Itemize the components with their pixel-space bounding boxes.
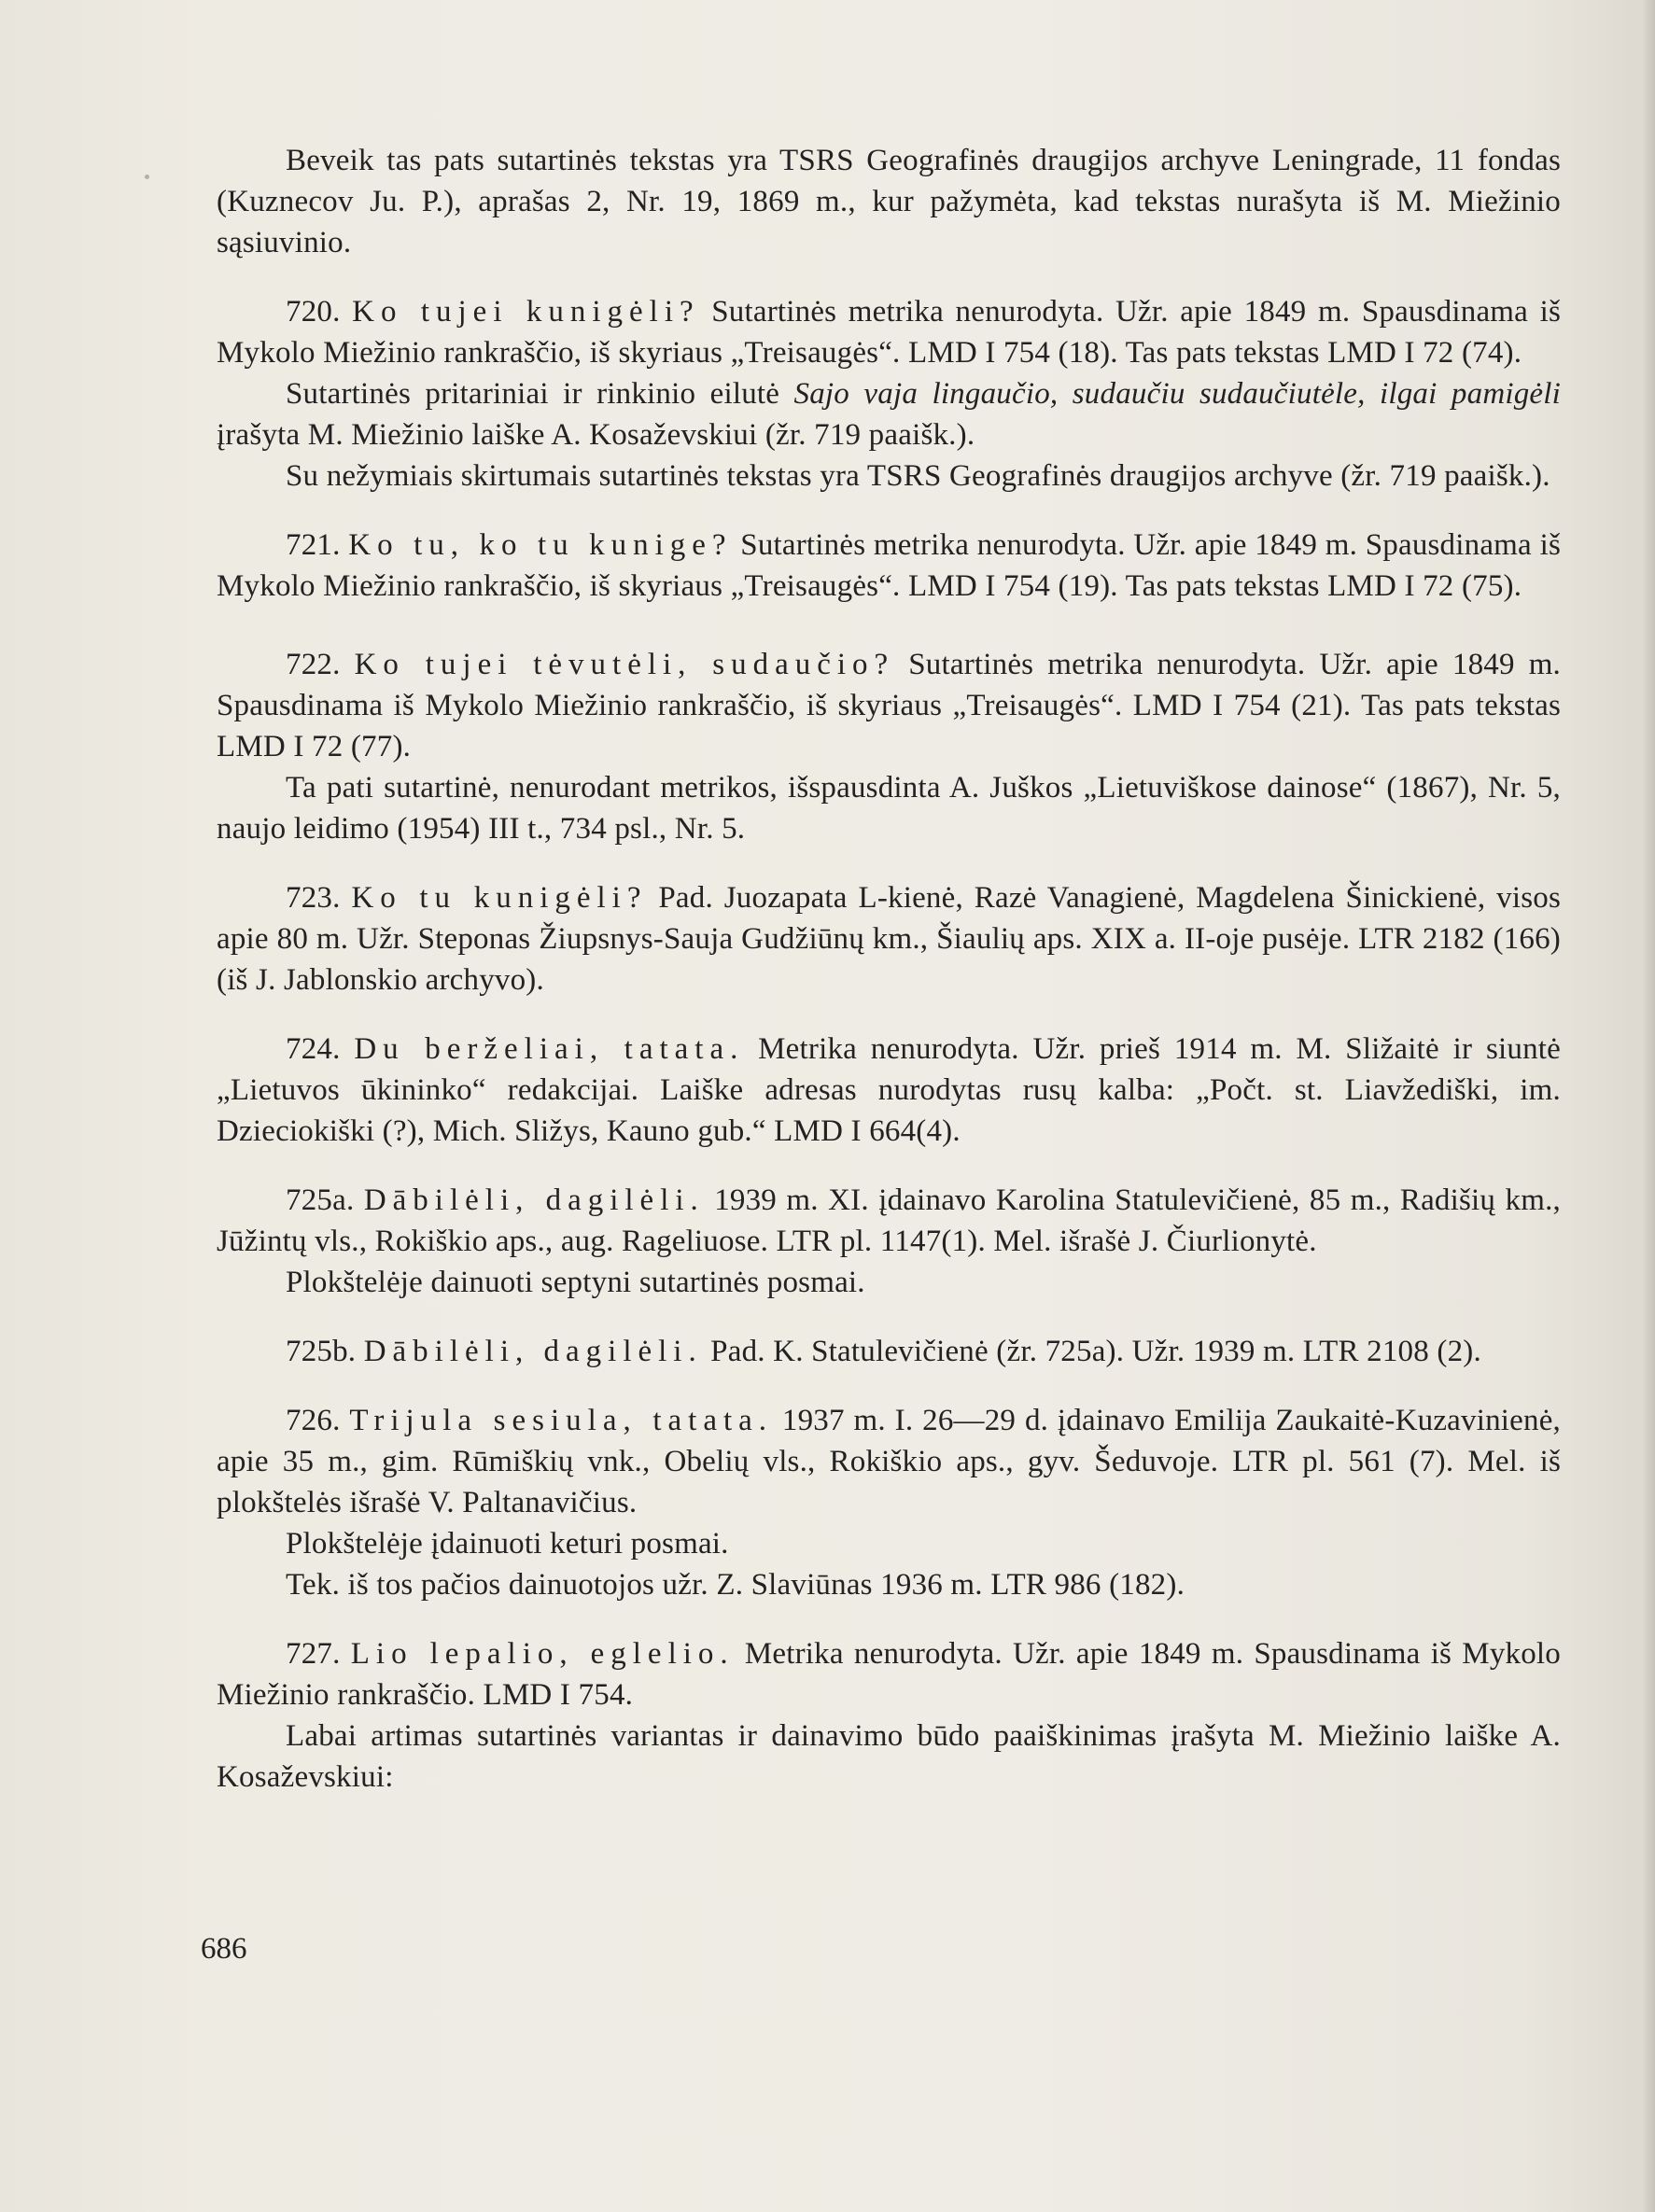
- entry-text: Metrika nenurodyta. Užr. prieš 1914 m. M. Sližaitė ir siuntė „Lietuvos ūkininko“ redakcijai. Laiške adresas nurodytas rusų kalba: „Počt. st. Liavžediški, im. Dzieciokiški (?), Mich. Sližys, Kauno gub.“ LMD I 664(4).: [217, 1032, 1561, 1148]
- note-paragraph: Tek. iš tos pačios dainuotojos užr. Z. Slaviūnas 1936 m. LTR 986 (182).: [286, 1568, 1185, 1602]
- entry-title: Dābilėli, dagilėli.: [363, 1183, 705, 1217]
- entry-724: [217, 1029, 1561, 1152]
- entry-721: [217, 525, 1561, 607]
- entry-number: 720.: [286, 295, 341, 329]
- entry-number: 721.: [286, 528, 341, 562]
- entry-text: Pad. K. Statulevičienė (žr. 725a). Užr. 1939 m. LTR 2108 (2).: [702, 1335, 1481, 1368]
- page-number: 686: [201, 1932, 247, 1966]
- print-speck: [145, 175, 149, 179]
- note-paragraph: Plokštelėje dainuoti septyni sutartinės posmai.: [286, 1266, 865, 1299]
- entry-text: Metrika nenurodyta. Užr. apie 1849 m. Spausdinama iš Mykolo Miežinio rankraščio. LMD I 754.: [217, 1637, 1562, 1712]
- text-body: [217, 140, 1561, 1798]
- entry-720: [217, 291, 1561, 373]
- entry-723: [217, 877, 1561, 1001]
- entry-title: Dābilėli, dagilėli.: [363, 1335, 703, 1368]
- entry-title: Ko tujei tėvutėli, sudaučio?: [354, 648, 895, 681]
- entry-title: Trijula sesiula, tatata.: [349, 1404, 774, 1437]
- entry-title: Du berželiai, tatata.: [354, 1032, 745, 1066]
- entry-725b: [217, 1331, 1561, 1372]
- entry-title: Ko tujei kunigėli?: [352, 295, 700, 329]
- entry-725a: [217, 1180, 1561, 1262]
- entry-number: 726.: [286, 1404, 341, 1437]
- entry-number: 724.: [286, 1032, 341, 1066]
- entry-title: Ko tu kunigėli?: [351, 881, 648, 915]
- entry-number: 723.: [286, 881, 341, 915]
- entry-text: Sutartinės metrika nenurodyta. Užr. apie 1849 m. Spausdinama iš Mykolo Miežinio rankraščio, iš skyriaus „Treisaugės“. LMD I 754 (18). Tas pats tekstas LMD I 72 (74).: [217, 295, 1561, 370]
- entry-number: 727.: [286, 1637, 341, 1671]
- note-paragraph: Ta pati sutartinė, nenurodant metrikos, išspausdinta A. Juškos „Lietuviškose dainose“ (1867), Nr. 5, naujo leidimo (1954) III t., 734 psl., Nr. 5.: [217, 771, 1561, 846]
- entry-title: Lio lepalio, eglelio.: [350, 1637, 735, 1671]
- entry-text: Pad. Juozapata L-kienė, Razė Vanagienė, Magdelena Šinickienė, visos apie 80 m. Užr. Steponas Žiupsnys-Sauja Gudžiūnų km., Šiaulių aps. XIX a. II-oje pusėje. LTR 2182 (166) (iš J. Jablonskio archyvo).: [217, 881, 1561, 997]
- entry-title: Ko tu, ko tu kunige?: [348, 528, 733, 562]
- intro-paragraph: Beveik tas pats sutartinės tekstas yra TSRS Geografinės draugijos archyve Leningrade, 11 fondas (Kuznecov Ju. P.), aprašas 2, Nr. 19, 1869 m., kur pažymėta, kad tekstas nurašyta iš M. Miežinio sąsiuvinio.: [217, 144, 1561, 259]
- note-paragraph: Plokštelėje įdainuoti keturi posmai.: [286, 1527, 729, 1561]
- entry-text: Sutartinės metrika nenurodyta. Užr. apie 1849 m. Spausdinama iš Mykolo Miežinio rankraščio, iš skyriaus „Treisaugės“. LMD I 754 (19). Tas pats tekstas LMD I 72 (75).: [217, 528, 1561, 603]
- entry-text: 1937 m. I. 26—29 d. įdainavo Emilija Zaukaitė-Kuzavinienė, apie 35 m., gim. Rūmiškių vnk., Obelių vls., Rokiškio aps., gyv. Šeduvoje. LTR pl. 561 (7). Mel. iš plokštelės išrašė V. Paltanavičius.: [217, 1404, 1562, 1519]
- page-edge-shadow: [1642, 0, 1655, 2212]
- note-paragraph: Sutartinės pritariniai ir rinkinio eilutė Sajo vaja lingaučio, sudaučiu sudaučiutėle, ilgai pamigėli įrašyta M. Miežinio laiške A. Kosaževskiui (žr. 719 paaišk.).: [217, 377, 1561, 452]
- entry-text: Sutartinės metrika nenurodyta. Užr. apie 1849 m. Spausdinama iš Mykolo Miežinio rankraščio, iš skyriaus „Treisaugės“. LMD I 754 (21). Tas pats tekstas LMD I 72 (77).: [217, 648, 1562, 763]
- entry-number: 722.: [286, 648, 341, 681]
- entry-number: 725b.: [286, 1335, 357, 1368]
- italic-quote: Sajo vaja lingaučio, sudaučiu sudaučiutėle, ilgai pamigėli: [793, 377, 1561, 411]
- note-paragraph: Labai artimas sutartinės variantas ir dainavimo būdo paaiškinimas įrašyta M. Miežinio laiške A. Kosaževskiui:: [217, 1719, 1561, 1794]
- entry-722: [217, 644, 1561, 767]
- entry-number: 725a.: [286, 1183, 355, 1217]
- note-paragraph: Su nežymiais skirtumais sutartinės tekstas yra TSRS Geografinės draugijos archyve (žr. 719 paaišk.).: [286, 459, 1550, 493]
- entry-727: [217, 1633, 1561, 1715]
- entry-text: 1939 m. XI. įdainavo Karolina Statulevičienė, 85 m., Radišių km., Jūžintų vls., Rokiškio aps., aug. Rageliuose. LTR pl. 1147(1). Mel. išrašė J. Čiurlionytė.: [217, 1183, 1561, 1258]
- entry-726: [217, 1400, 1561, 1523]
